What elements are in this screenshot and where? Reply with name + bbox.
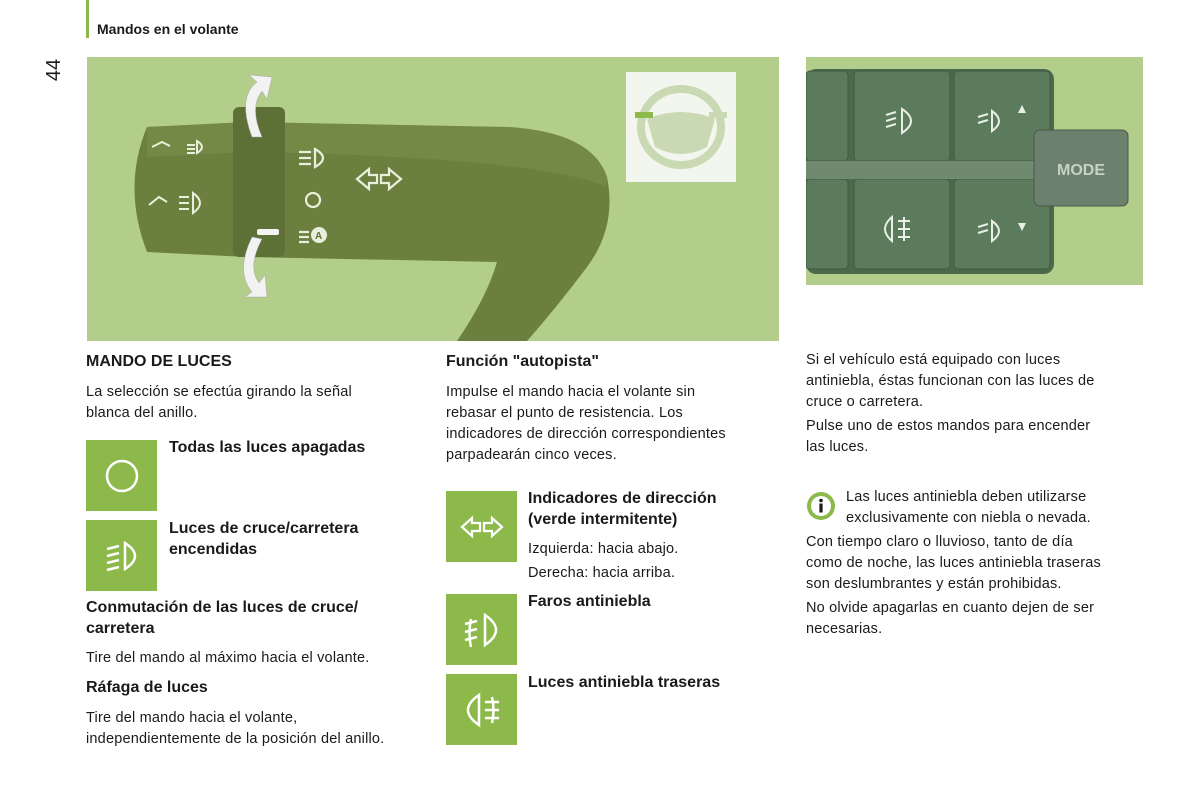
info-note-text: Las luces antiniebla deben utilizarse exclusivamente con niebla o nevada. — [846, 489, 1091, 526]
beam-switch-title: Conmutación de las luces de cruce/ carretera — [86, 599, 359, 637]
fog-reminder-text: No olvide apagarlas en cuanto dejen de ser necesarias. — [806, 600, 1095, 637]
steering-wheel-icon — [626, 72, 736, 182]
header-accent-bar — [86, 0, 89, 38]
svg-text:A: A — [315, 231, 323, 242]
lights-on-tile — [86, 520, 157, 591]
section-title: Mandos en el volante — [97, 21, 239, 37]
front-fog-tile — [446, 594, 517, 665]
motorway-function-title: Función "autopista" — [446, 353, 599, 370]
rear-fog-label: Luces antiniebla traseras — [528, 674, 721, 691]
turn-signal-tile — [446, 491, 517, 562]
lights-off-icon — [99, 453, 145, 499]
motorway-function-text: Impulse el mando hacia el volante sin rebasar el punto de resistencia. Los indicadores de dirección correspondientes parpadearán cinco veces. — [446, 384, 726, 463]
rear-fog-tile — [446, 674, 517, 745]
turn-right-text: Derecha: hacia arriba. — [528, 565, 676, 581]
lights-off-tile — [86, 440, 157, 511]
lights-control-title: MANDO DE LUCES — [86, 353, 232, 370]
lights-off-label: Todas las luces apagadas — [169, 439, 366, 456]
rear-fog-icon — [459, 687, 505, 733]
info-icon — [806, 491, 836, 521]
lights-intro-text: La selección se efectúa girando la señal blanca del anillo. — [86, 384, 352, 421]
front-fog-icon — [459, 607, 505, 653]
turn-signal-icon — [459, 504, 505, 550]
flash-title: Ráfaga de luces — [86, 679, 208, 696]
svg-text:MODE: MODE — [1057, 162, 1105, 179]
fog-intro-text: Si el vehículo está equipado con luces antiniebla, éstas funcionan con las luces de cruce o carretera. — [806, 352, 1095, 410]
dipped-beam-icon — [99, 533, 145, 579]
fog-warning-text: Con tiempo claro o lluvioso, tanto de día como de noche, las luces antiniebla traseras son deslumbrantes y están prohibidas. — [806, 534, 1101, 592]
front-fog-label: Faros antiniebla — [528, 593, 651, 610]
light-stalk-illustration — [87, 57, 779, 341]
fog-press-text: Pulse uno de estos mandos para encender las luces. — [806, 418, 1091, 455]
turn-signal-title: Indicadores de dirección (verde intermitente) — [528, 490, 717, 528]
page-number: 44 — [43, 58, 65, 82]
beam-switch-text: Tire del mando al máximo hacia el volante. — [86, 650, 370, 666]
turn-left-text: Izquierda: hacia abajo. — [528, 541, 679, 557]
lights-on-label: Luces de cruce/carretera encendidas — [169, 520, 359, 558]
fog-light-panel-illustration — [806, 57, 1143, 285]
flash-text: Tire del mando hacia el volante, independientemente de la posición del anillo. — [86, 710, 385, 747]
